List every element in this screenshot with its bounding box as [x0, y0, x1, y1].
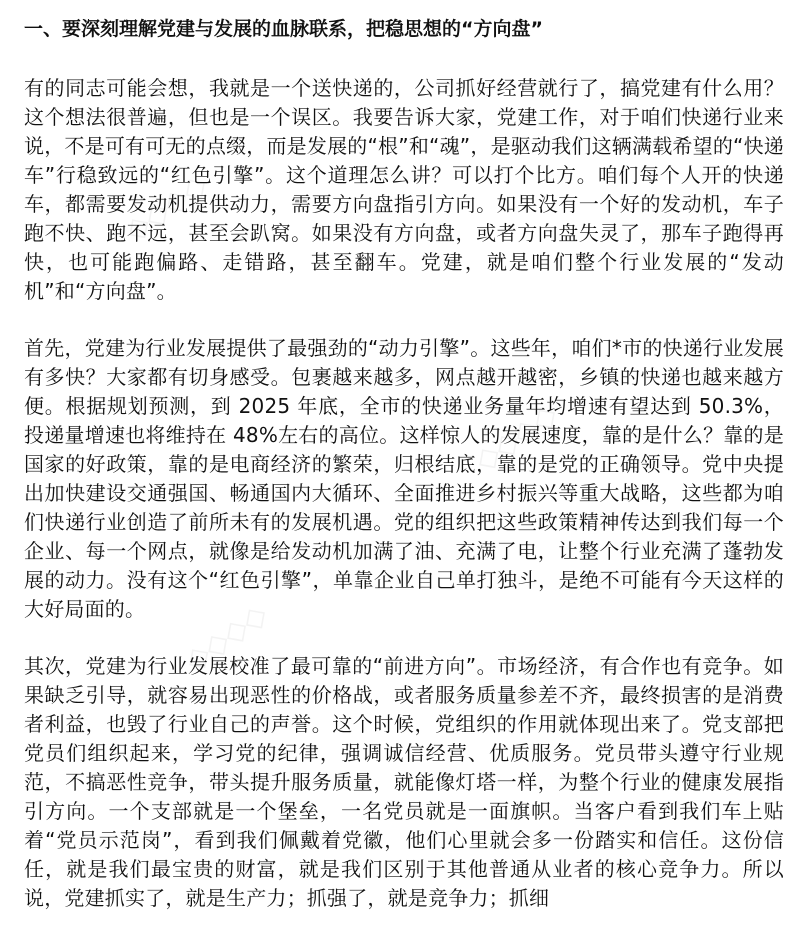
watermark: ◇◇◇◇: [118, 166, 214, 249]
watermark: ◇◇◇◇: [468, 396, 564, 479]
paragraph-1: 有的同志可能会想，我就是一个送快递的，公司抓好经营就行了，搞党建有什么用？这个想法很普遍，但也是一个误区。我要告诉大家，党建工作，对于咱们快递行业来说，不是可有可无的点缀，而是发展的“根”和“魂”，是驱动我们这辆满载希望的“快递车”行稳致远的“红色引擎”。这个道理怎么讲？可以打个比方。咱们每个人开的快递车，都需要发动机提供动力，需要方向盘指引方向。如果没有一个好的发动机，车子跑不快、跑不远，甚至会趴窝。如果没有方向盘，或者方向盘失灵了，那车子跑得再快，也可能跑偏路、走错路，甚至翻车。党建，就是咱们整个行业发展的“发动机”和“方向盘”。: [24, 76, 784, 303]
watermark: ◇◇◇◇: [178, 596, 274, 679]
document-body: [24, 12, 784, 941]
section-heading: 一、要深刻理解党建与发展的血脉联系，把稳思想的“方向盘”: [24, 18, 543, 40]
paragraph-3: 其次，党建为行业发展校准了最可靠的“前进方向”。市场经济，有合作也有竞争。如果缺乏引导，就容易出现恶性的价格战，或者服务质量参差不齐，最终损害的是消费者利益，也毁了行业自己的声誉。这个时候，党组织的作用就体现出来了。党支部把党员们组织起来，学习党的纪律，强调诚信经营、优质服务。党员带头遵守行业规范，不搞恶性竞争，带头提升服务质量，就能像灯塔一样，为整个行业的健康发展指引方向。一个支部就是一个堡垒，一名党员就是一面旗帜。当客户看到我们车上贴着“党员示范岗”，看到我们佩戴着党徽，他们心里就会多一份踏实和信任。这份信任，就是我们最宝贵的财富，就是我们区别于其他普通从业者的核心竞争力。所以说，党建抓实了，就是生产力；抓强了，就是竞争力；抓细: [24, 654, 784, 910]
paragraph-2: 首先，党建为行业发展提供了最强劲的“动力引擎”。这些年，咱们*市的快递行业发展有多快？大家都有切身感受。包裹越来越多，网点越开越密，乡镇的快递也越来越方便。根据规划预测，到 2025 年底，全市的快递业务量年均增速有望达到 50.3%，投递量增速也将维持在 48%左右的高位。这样惊人的发展速度，靠的是什么？靠的是国家的好政策，靠的是电商经济的繁荣，归根结底，靠的是党的正确领导。党中央提出加快建设交通强国、畅通国内大循环、全面推进乡村振兴等重大战略，这些都为咱们快递行业创造了前所未有的发展机遇。党的组织把这些政策精神传达到我们每一个企业、每一个网点，就像是给发动机加满了油、充满了电，让整个行业充满了蓬勃发展的动力。没有这个“红色引擎”，单靠企业自己单打独斗，是绝不可能有今天这样的大好局面的。: [24, 336, 784, 621]
